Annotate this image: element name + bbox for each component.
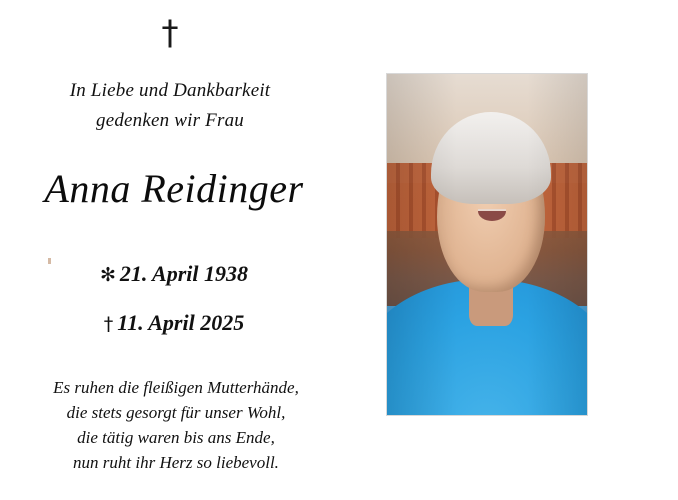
portrait-photo [387, 74, 587, 415]
asterisk-birth-icon: ✻ [99, 264, 116, 286]
deceased-name: Anna Reidinger [44, 166, 304, 211]
verse-line-2: die stets gesorgt für unser Wohl, [66, 403, 286, 422]
memorial-verse [0, 375, 352, 475]
birth-date-line [0, 250, 348, 299]
smiling-mouth [478, 209, 506, 221]
intro-line-2: gedenken wir Frau [96, 110, 244, 131]
intro-text [0, 76, 340, 136]
verse-line-1: Es ruhen die fleißigen Mutterhände, [53, 378, 299, 397]
portrait-photo-frame [386, 73, 588, 416]
verse-line-3: die tätig waren bis ans Ende, [77, 428, 275, 447]
cross-death-icon: † [103, 313, 114, 335]
cross-icon: † [161, 13, 179, 53]
death-date: 11. April 2025 [117, 310, 245, 335]
birth-date: 21. April 1938 [119, 261, 249, 286]
intro-line-1: In Liebe und Dankbarkeit [69, 80, 271, 101]
verse-line-4: nun ruht ihr Herz so liebevoll. [73, 453, 279, 472]
life-dates [0, 250, 348, 348]
death-date-line [0, 299, 348, 348]
